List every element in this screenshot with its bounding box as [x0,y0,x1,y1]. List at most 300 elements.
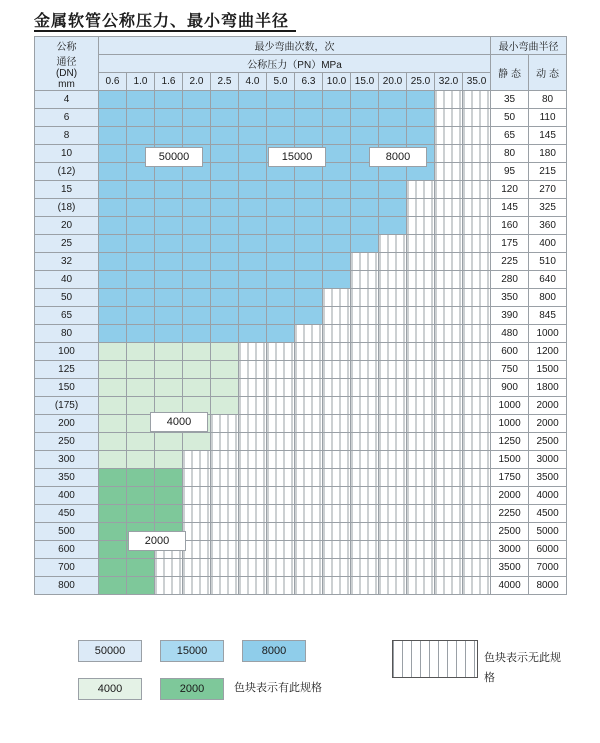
radius-static-value: 50 [491,109,529,127]
radius-dynamic-value: 510 [529,253,567,271]
radius-dynamic-value: 7000 [529,559,567,577]
grid-cell [127,91,155,109]
grid-cell [351,253,379,271]
radius-static-value: 1000 [491,415,529,433]
grid-cell [211,271,239,289]
dn-value: 800 [35,577,99,595]
grid-cell [351,235,379,253]
grid-cell [379,127,407,145]
grid-cell [239,109,267,127]
grid-cell [435,127,463,145]
grid-cell [127,325,155,343]
grid-cell [99,163,127,181]
bend-count-header: 最少弯曲次数，次 [99,37,491,55]
legend-chip-15000: 15000 [160,640,224,662]
legend-chip-8000: 8000 [242,640,306,662]
grid-cell [183,433,211,451]
radius-static-value: 225 [491,253,529,271]
grid-cell [351,523,379,541]
grid-cell [435,343,463,361]
grid-cell [407,235,435,253]
grid-cell [351,415,379,433]
grid-cell [323,505,351,523]
pressure-col-header: 35.0 [463,73,491,91]
radius-dynamic-value: 270 [529,181,567,199]
dn-header-cell [35,37,99,91]
grid-cell [323,541,351,559]
grid-cell [267,91,295,109]
grid-cell [463,109,491,127]
grid-cell [155,433,183,451]
grid-cell [211,145,239,163]
grid-cell [435,487,463,505]
grid-cell [267,487,295,505]
table-row [35,559,567,577]
dn-header-line-3: (DN) [55,67,78,79]
grid-cell [463,487,491,505]
grid-cell [379,577,407,595]
grid-cell [351,127,379,145]
grid-cell [379,487,407,505]
grid-cell [155,253,183,271]
grid-cell [239,415,267,433]
table-row [35,271,567,289]
dn-value: 32 [35,253,99,271]
grid-cell [99,145,127,163]
grid-cell [407,253,435,271]
grid-cell [435,109,463,127]
grid-cell [239,253,267,271]
grid-cell [99,343,127,361]
grid-cell [407,361,435,379]
radius-dynamic-value: 1200 [529,343,567,361]
title-underline [34,30,296,32]
dn-value: 450 [35,505,99,523]
grid-cell [407,451,435,469]
grid-cell [99,469,127,487]
grid-cell [435,91,463,109]
grid-cell [351,559,379,577]
grid-cell [435,397,463,415]
dn-value: 65 [35,307,99,325]
grid-cell [211,361,239,379]
radius-static-value: 390 [491,307,529,325]
table-row [35,235,567,253]
grid-cell [463,361,491,379]
dn-value: (175) [35,397,99,415]
grid-cell [99,253,127,271]
grid-cell [239,541,267,559]
grid-cell [295,199,323,217]
grid-cell [155,181,183,199]
dn-header-line-1: 公称 [56,41,77,53]
table-row [35,541,567,559]
grid-cell [211,541,239,559]
grid-cell [379,451,407,469]
grid-cell [99,505,127,523]
grid-cell [463,559,491,577]
grid-cell [435,289,463,307]
grid-cell [379,379,407,397]
dn-value: (12) [35,163,99,181]
grid-cell [183,217,211,235]
grid-cell [267,397,295,415]
grid-cell [99,433,127,451]
grid-cell [127,469,155,487]
grid-cell [351,469,379,487]
grid-cell [379,397,407,415]
grid-cell [351,289,379,307]
grid-cell [323,163,351,181]
grid-cell [323,343,351,361]
grid-cell [127,559,155,577]
radius-static-value: 480 [491,325,529,343]
grid-cell [99,307,127,325]
grid-cell [267,109,295,127]
grid-cell [463,163,491,181]
grid-cell [379,217,407,235]
grid-cell [323,217,351,235]
grid-cell [407,307,435,325]
table-row [35,505,567,523]
radius-dynamic-value: 8000 [529,577,567,595]
table-row [35,289,567,307]
grid-cell [239,325,267,343]
dn-value: 300 [35,451,99,469]
grid-cell [127,289,155,307]
grid-cell [351,577,379,595]
dn-value: 400 [35,487,99,505]
grid-cell [239,235,267,253]
grid-cell [239,145,267,163]
grid-cell [127,505,155,523]
grid-cell [99,397,127,415]
pressure-col-header: 2.0 [183,73,211,91]
table-row [35,469,567,487]
grid-cell [183,505,211,523]
radius-static-value: 1250 [491,433,529,451]
grid-cell [239,379,267,397]
grid-cell [183,487,211,505]
grid-cell [463,217,491,235]
grid-cell [211,199,239,217]
grid-cell [99,577,127,595]
radius-dynamic-value: 2500 [529,433,567,451]
grid-cell [267,415,295,433]
grid-cell [239,487,267,505]
grid-cell [323,379,351,397]
table-row [35,217,567,235]
grid-cell [435,181,463,199]
grid-cell [211,523,239,541]
grid-cell [155,577,183,595]
grid-cell [463,325,491,343]
grid-cell [379,253,407,271]
grid-cell [463,397,491,415]
grid-cell [435,541,463,559]
grid-cell [127,307,155,325]
radius-static-header: 静 态 [491,55,529,91]
grid-cell [323,325,351,343]
radius-static-value: 120 [491,181,529,199]
radius-static-value: 4000 [491,577,529,595]
grid-cell [463,433,491,451]
grid-cell [323,433,351,451]
grid-cell [435,451,463,469]
grid-cell [211,379,239,397]
pressure-col-header: 0.6 [99,73,127,91]
grid-cell [155,199,183,217]
grid-cell [127,451,155,469]
radius-static-value: 145 [491,199,529,217]
grid-cell [99,289,127,307]
grid-cell [211,253,239,271]
grid-cell [323,181,351,199]
grid-cell [407,433,435,451]
grid-cell [267,505,295,523]
radius-static-value: 1500 [491,451,529,469]
grid-cell [407,577,435,595]
grid-cell [155,289,183,307]
value-chip: 2000 [128,531,186,551]
grid-cell [99,181,127,199]
grid-cell [323,289,351,307]
radius-dynamic-value: 640 [529,271,567,289]
grid-cell [183,325,211,343]
table-row [35,253,567,271]
grid-cell [211,235,239,253]
radius-dynamic-value: 1500 [529,361,567,379]
radius-static-value: 280 [491,271,529,289]
grid-cell [267,523,295,541]
grid-cell [267,199,295,217]
grid-cell [155,451,183,469]
grid-cell [211,487,239,505]
radius-static-value: 2250 [491,505,529,523]
grid-cell [435,163,463,181]
grid-cell [379,109,407,127]
dn-value: (18) [35,199,99,217]
grid-cell [183,307,211,325]
grid-cell [127,109,155,127]
grid-cell [435,415,463,433]
radius-static-value: 3000 [491,541,529,559]
radius-dynamic-value: 5000 [529,523,567,541]
grid-cell [239,433,267,451]
grid-cell [295,433,323,451]
grid-cell [183,91,211,109]
radius-static-value: 95 [491,163,529,181]
table-row [35,325,567,343]
grid-cell [295,271,323,289]
grid-cell [351,505,379,523]
grid-cell [239,163,267,181]
radius-static-value: 80 [491,145,529,163]
grid-cell [127,379,155,397]
radius-dynamic-value: 1000 [529,325,567,343]
grid-cell [155,325,183,343]
table-head [35,37,567,91]
radius-static-value: 1000 [491,397,529,415]
grid-cell [295,289,323,307]
grid-cell [407,127,435,145]
grid-cell [351,307,379,325]
grid-cell [239,343,267,361]
grid-cell [239,451,267,469]
grid-cell [323,451,351,469]
radius-static-value: 350 [491,289,529,307]
grid-cell [323,307,351,325]
grid-cell [351,487,379,505]
grid-cell [239,559,267,577]
dn-value: 15 [35,181,99,199]
grid-cell [295,505,323,523]
grid-cell [407,505,435,523]
grid-cell [295,415,323,433]
grid-cell [267,289,295,307]
table-row [35,307,567,325]
legend-chip-4000: 4000 [78,678,142,700]
radius-static-value: 65 [491,127,529,145]
grid-cell [99,271,127,289]
grid-cell [211,451,239,469]
header-row-3 [35,73,567,91]
grid-cell [267,469,295,487]
radius-dynamic-value: 4500 [529,505,567,523]
grid-cell [267,559,295,577]
grid-cell [379,91,407,109]
grid-cell [351,181,379,199]
pressure-col-header: 10.0 [323,73,351,91]
dn-value: 6 [35,109,99,127]
dn-value: 200 [35,415,99,433]
pressure-col-header: 15.0 [351,73,379,91]
grid-cell [379,289,407,307]
dn-value: 20 [35,217,99,235]
grid-cell [239,469,267,487]
table-row [35,361,567,379]
grid-cell [211,505,239,523]
grid-cell [351,217,379,235]
grid-cell [99,523,127,541]
radius-dynamic-value: 845 [529,307,567,325]
grid-cell [463,415,491,433]
radius-dynamic-value: 2000 [529,415,567,433]
grid-cell [463,253,491,271]
grid-cell [127,127,155,145]
grid-cell [183,523,211,541]
grid-cell [127,271,155,289]
grid-cell [183,235,211,253]
grid-cell [379,505,407,523]
grid-cell [351,541,379,559]
grid-cell [435,253,463,271]
grid-cell [351,397,379,415]
grid-cell [295,235,323,253]
grid-cell [239,181,267,199]
table-row [35,433,567,451]
grid-cell [379,559,407,577]
pressure-col-header: 1.6 [155,73,183,91]
grid-cell [295,343,323,361]
grid-cell [379,271,407,289]
grid-cell [407,181,435,199]
grid-cell [435,559,463,577]
grid-cell [127,577,155,595]
grid-cell [379,307,407,325]
grid-cell [155,487,183,505]
grid-cell [239,289,267,307]
grid-cell [99,361,127,379]
grid-cell [99,127,127,145]
grid-cell [267,325,295,343]
radius-dynamic-value: 325 [529,199,567,217]
grid-cell [155,505,183,523]
grid-cell [351,91,379,109]
grid-cell [463,145,491,163]
grid-cell [183,577,211,595]
pressure-col-header: 4.0 [239,73,267,91]
grid-cell [155,343,183,361]
grid-cell [267,379,295,397]
grid-cell [155,361,183,379]
grid-cell [379,541,407,559]
table-row [35,451,567,469]
table-row [35,487,567,505]
grid-cell [99,325,127,343]
grid-cell [211,289,239,307]
grid-cell [183,289,211,307]
grid-cell [407,541,435,559]
pressure-col-header: 6.3 [295,73,323,91]
table-row [35,91,567,109]
grid-cell [295,127,323,145]
grid-cell [323,271,351,289]
grid-cell [407,199,435,217]
grid-cell [267,541,295,559]
grid-cell [407,91,435,109]
grid-cell [295,541,323,559]
grid-cell [435,145,463,163]
grid-cell [99,415,127,433]
radius-dynamic-value: 4000 [529,487,567,505]
radius-dynamic-value: 180 [529,145,567,163]
grid-cell [99,541,127,559]
grid-cell [183,379,211,397]
table-row [35,199,567,217]
grid-cell [183,127,211,145]
radius-dynamic-value: 3500 [529,469,567,487]
grid-cell [463,541,491,559]
grid-cell [239,127,267,145]
grid-cell [99,451,127,469]
grid-cell [267,127,295,145]
grid-cell [435,199,463,217]
grid-cell [323,523,351,541]
grid-cell [295,91,323,109]
radius-dynamic-header: 动 态 [529,55,567,91]
grid-cell [295,451,323,469]
grid-cell [211,343,239,361]
dn-value: 25 [35,235,99,253]
grid-cell [239,217,267,235]
grid-cell [323,577,351,595]
radius-dynamic-value: 215 [529,163,567,181]
grid-cell [435,217,463,235]
table-row [35,343,567,361]
legend-note-hatch: 色块表示无此规格 [484,652,561,684]
grid-cell [407,343,435,361]
